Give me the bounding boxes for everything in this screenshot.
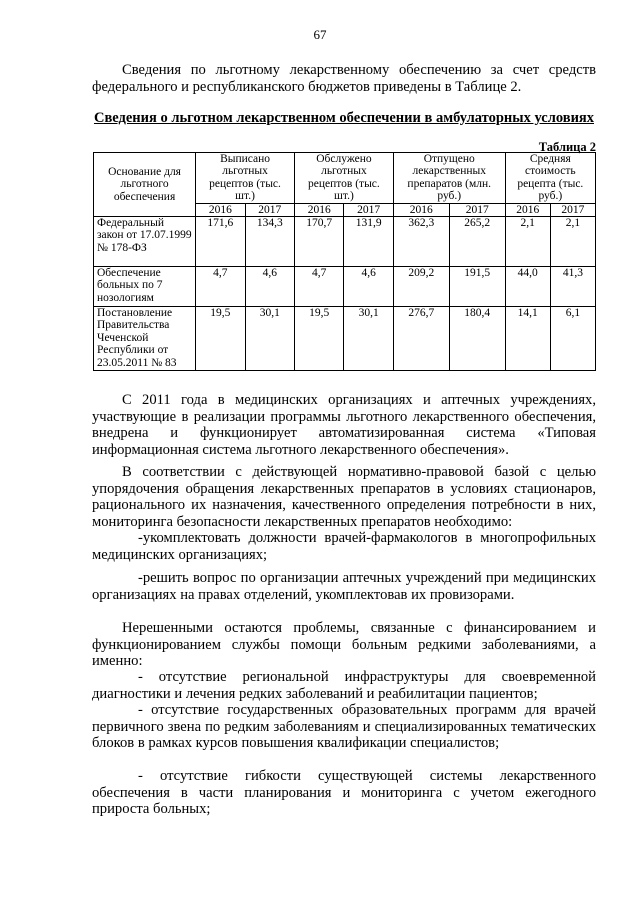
- body-paragraph: Нерешенными остаются проблемы, связанные с финансированием и функционированием службы помощи больным редкими заболеваниями, а именно:: [92, 620, 596, 670]
- table-title: Сведения о льготном лекарственном обеспечении в амбулаторных условиях: [93, 110, 595, 126]
- row-name: Постановление Правительства Чеченской Республики от 23.05.2011 № 83: [94, 307, 196, 371]
- cell-value: 4,7: [294, 267, 343, 307]
- header-served: Обслужено льготных рецептов (тыс. шт.): [294, 153, 393, 204]
- cell-value: 14,1: [505, 307, 550, 371]
- cell-value: 171,6: [196, 217, 245, 267]
- cell-value: 44,0: [505, 267, 550, 307]
- cell-value: 19,5: [196, 307, 245, 371]
- table-row: [94, 307, 596, 371]
- header-average-cost: Средняя стоимость рецепта (тыс. руб.): [505, 153, 595, 204]
- year-header: 2016: [196, 203, 245, 216]
- cell-value: 180,4: [449, 307, 505, 371]
- year-header: 2016: [294, 203, 343, 216]
- year-header: 2017: [550, 203, 595, 216]
- year-header: 2017: [449, 203, 505, 216]
- year-header: 2017: [344, 203, 393, 216]
- benefits-table: [93, 152, 596, 371]
- list-item: - отсутствие государственных образовательных программ для врачей первичного звена по редким заболеваниям и специализированных тематических блоков в рамках курсов повышения квалификации специалистов;: [92, 702, 596, 752]
- cell-value: 131,9: [344, 217, 393, 267]
- page-number: 67: [313, 27, 327, 42]
- body-paragraph: С 2011 года в медицинских организациях и аптечных учреждениях, участвующие в реализации программы льготного лекарственного обеспечения, внедрена и функционирует автоматизированная система «Типовая информационная система льготного лекарственного обеспечения».: [92, 392, 596, 458]
- cell-value: 41,3: [550, 267, 595, 307]
- year-header: 2016: [393, 203, 449, 216]
- list-item: -укомплектовать должности врачей-фармакологов в многопрофильных медицинских организациях;: [92, 530, 596, 563]
- cell-value: 362,3: [393, 217, 449, 267]
- row-name: Обеспечение больных по 7 нозологиям: [94, 267, 196, 307]
- table-row: [94, 217, 596, 267]
- cell-value: 209,2: [393, 267, 449, 307]
- year-header: 2016: [505, 203, 550, 216]
- header-prescribed: Выписано льготных рецептов (тыс. шт.): [196, 153, 295, 204]
- cell-value: 4,7: [196, 267, 245, 307]
- cell-value: 191,5: [449, 267, 505, 307]
- cell-value: 19,5: [294, 307, 343, 371]
- body-paragraph: В соответствии с действующей нормативно-правовой базой с целью упорядочения обращения лекарственных препаратов в условиях стационаров, рационального их назначения, качественного определения потребности в них, мониторинга безопасности лекарственных препаратов необходимо:: [92, 464, 596, 530]
- cell-value: 4,6: [344, 267, 393, 307]
- cell-value: 6,1: [550, 307, 595, 371]
- cell-value: 276,7: [393, 307, 449, 371]
- row-name: Федеральный закон от 17.07.1999 № 178-ФЗ: [94, 217, 196, 267]
- list-item: -решить вопрос по организации аптечных учреждений при медицинских организациях на правах отделений, укомплектовав их провизорами.: [92, 570, 596, 603]
- cell-value: 2,1: [505, 217, 550, 267]
- header-dispensed: Отпущено лекарственных препаратов (млн. руб.): [393, 153, 505, 204]
- cell-value: 134,3: [245, 217, 294, 267]
- cell-value: 265,2: [449, 217, 505, 267]
- cell-value: 2,1: [550, 217, 595, 267]
- cell-value: 30,1: [344, 307, 393, 371]
- list-item: - отсутствие гибкости существующей системы лекарственного обеспечения в части планирования и мониторинга с учетом ежегодного прироста больных;: [92, 768, 596, 818]
- header-basis: Основание для льготного обеспечения: [94, 153, 196, 217]
- table-header-row: [94, 153, 596, 204]
- cell-value: 170,7: [294, 217, 343, 267]
- table-row: [94, 267, 596, 307]
- intro-paragraph: Сведения по льготному лекарственному обеспечению за счет средств федерального и республиканского бюджетов приведены в Таблице 2.: [92, 62, 596, 95]
- cell-value: 30,1: [245, 307, 294, 371]
- year-header: 2017: [245, 203, 294, 216]
- cell-value: 4,6: [245, 267, 294, 307]
- list-item: - отсутствие региональной инфраструктуры для своевременной диагностики и лечения редких заболеваний и реабилитации пациентов;: [92, 669, 596, 702]
- table-label: Таблица 2: [538, 140, 596, 154]
